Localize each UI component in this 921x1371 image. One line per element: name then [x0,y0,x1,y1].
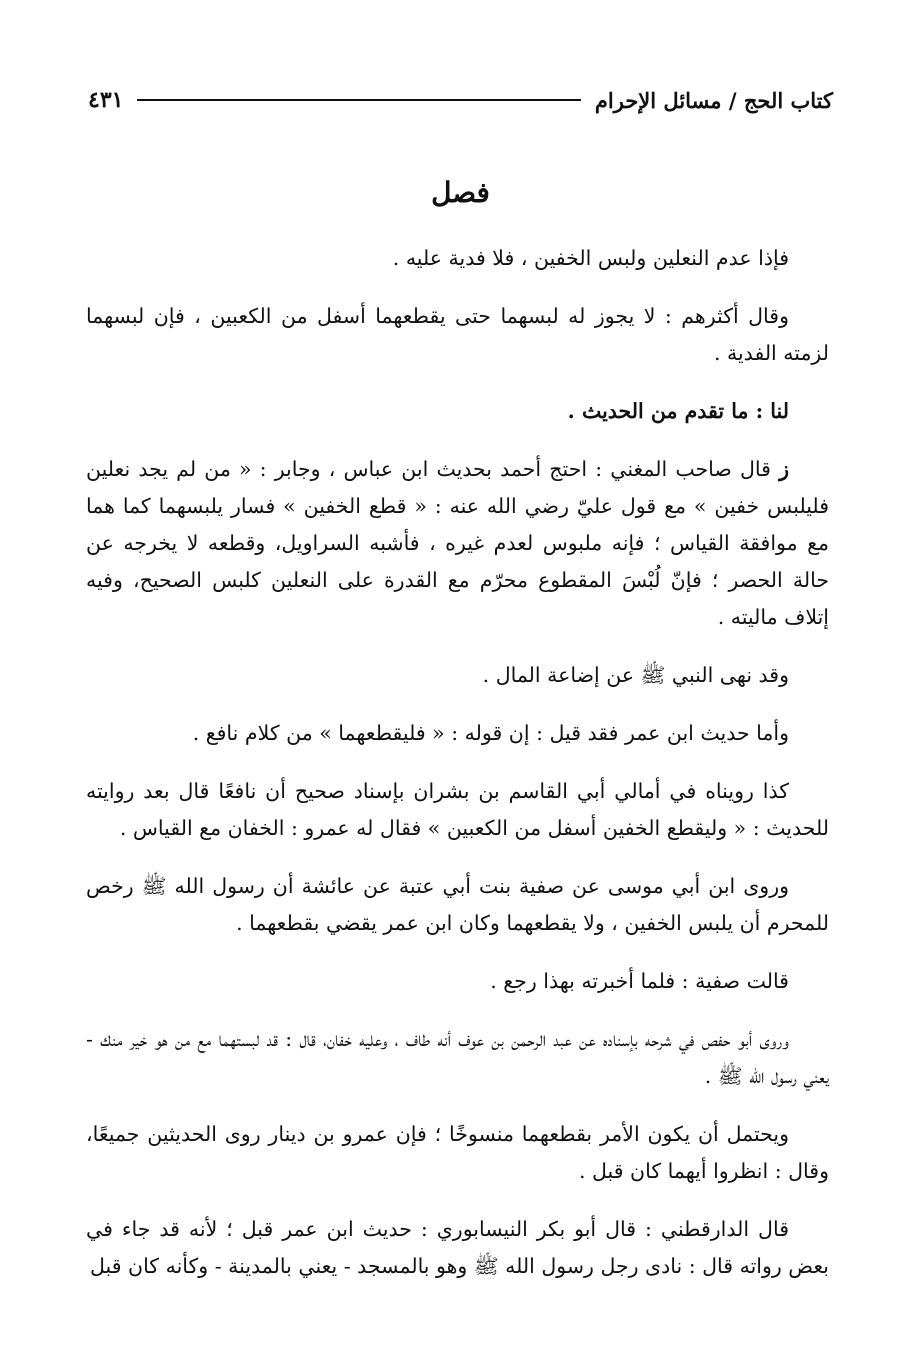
header-rule [137,99,580,101]
body-text [86,240,829,1306]
paragraph: قال الدارقطني : قال أبو بكر النيسابوري : حديث ابن عمر قبل ؛ لأنه قد جاء في بعض رواته قال : نادى رجل رسول الله ﷺ وهو بالمسجد - يعني بالمدينة - وكأنه كان قبل [86,1217,829,1278]
paragraph: وروى أبو حفص في شرحه بإسناده عن عبد الرحمن بن عوف أنه طاف ، وعليه خفان، قال : قد لبستهما مع من هو خير منك - يعني رسول الله ﷺ . [86,1027,829,1088]
paragraph: وقال أكثرهم : لا يجوز له لبسهما حتى يقطعهما أسفل من الكعبين ، فإن لبسهما لزمته الفدية . [86,304,829,365]
running-header [88,82,833,118]
paragraph: وقد نهى النبي ﷺ عن إضاعة المال . [482,663,789,687]
header-title: كتاب الحج / مسائل الإحرام [594,87,833,113]
paragraph: ويحتمل أن يكون الأمر بقطعهما منسوخًا ؛ فإن عمرو بن دينار روى الحديثين جميعًا، وقال : انظروا أيهما كان قبل . [86,1122,829,1183]
paragraph: قالت صفية : فلما أخبرته بهذا رجع . [490,969,789,993]
section-title: فصل [431,176,490,209]
paragraph: فإذا عدم النعلين ولبس الخفين ، فلا فدية عليه . [392,246,789,270]
marker-glyph: ز [779,457,789,481]
paragraph: وأما حديث ابن عمر فقد قيل : إن قوله : « فليقطعهما » من كلام نافع . [192,721,789,745]
paragraph-with-marker [86,451,829,636]
paragraph: وروى ابن أبي موسى عن صفية بنت أبي عتبة عن عائشة أن رسول الله ﷺ رخص للمحرم أن يلبس الخفين ، ولا يقطعهما وكان ابن عمر يقضي بقطعهما . [86,874,829,935]
page-number: ٤٣١ [88,87,124,113]
paragraph: لنا : ما تقدم من الحديث . [567,399,789,423]
paragraph-text: قال صاحب المغني : احتج أحمد بحديث ابن عباس ، وجابر : « من لم يجد نعلين فليلبس خفين » مع قول عليّ رضي الله عنه : « قطع الخفين » فسار يلبسهما كما هما مع موافقة القياس ؛ فإنه ملبوس لعدم غيره ، فأشبه السراويل، وقطعه لا يخرجه عن حالة الحصر ؛ فإنّ لُبْسَ المقطوع محرّم مع القدرة على النعلين كلبس الصحيح، وفيه إتلاف ماليته . [86,457,829,629]
paragraph: كذا رويناه في أمالي أبي القاسم بن بشران بإسناد صحيح أن نافعًا قال بعد روايته للحديث : « وليقطع الخفين أسفل من الكعبين » فقال له عمرو : الخفان مع القياس . [86,779,829,840]
